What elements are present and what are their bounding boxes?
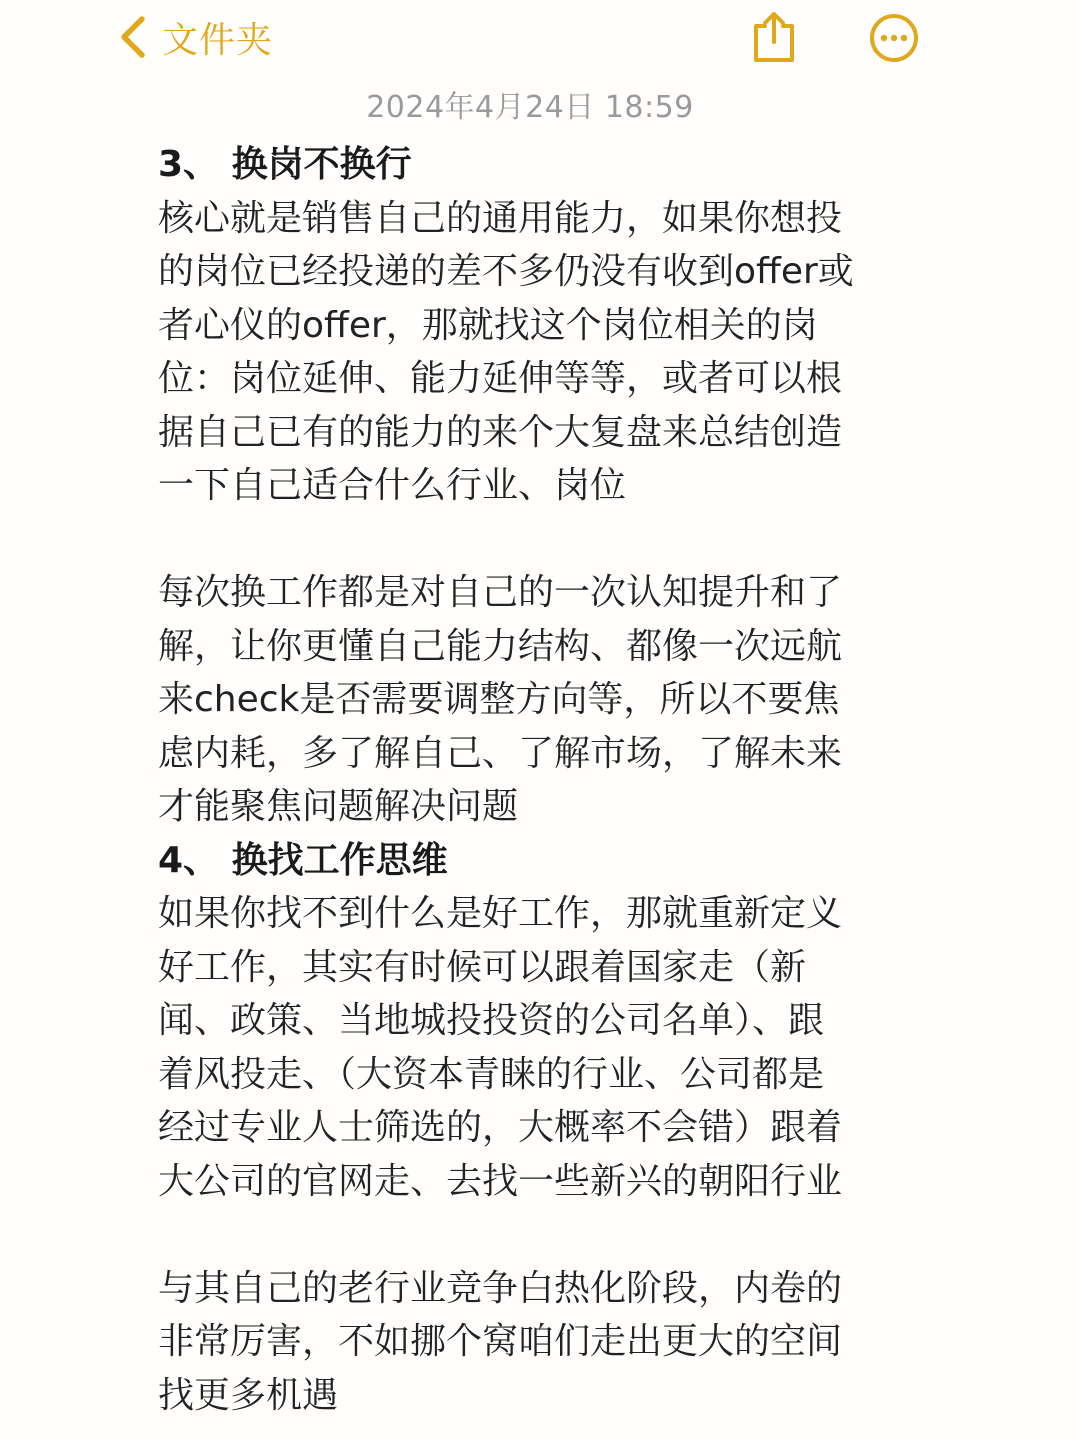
note-line: 一下自己适合什么行业、岗位 bbox=[158, 465, 627, 506]
navigation-bar bbox=[0, 0, 1080, 80]
note-line: 解，让你更懂自己能力结构、都像一次远航 bbox=[158, 625, 843, 667]
note-line: 与其自己的老行业竞争白热化阶段，内卷的 bbox=[158, 1267, 843, 1309]
more-icon bbox=[868, 12, 920, 64]
share-icon bbox=[748, 12, 798, 64]
note-line: 如果你找不到什么是好工作，那就重新定义 bbox=[158, 893, 843, 934]
back-label: 文件夹 bbox=[162, 19, 274, 61]
note-line: 核心就是销售自己的通用能力，如果你想投 bbox=[158, 197, 843, 239]
blank-line bbox=[158, 1208, 898, 1262]
note-line: 位：岗位延伸、能力延伸等等，或者可以根 bbox=[158, 358, 843, 399]
note-line: 闻、政策、当地城投投资的公司名单）、跟 bbox=[158, 1000, 825, 1041]
note-line: 的岗位已经投递的差不多仍没有收到offer或 bbox=[158, 251, 854, 292]
note-line: 者心仪的offer，那就找这个岗位相关的岗 bbox=[158, 304, 818, 346]
note-line: 来check是否需要调整方向等，所以不要焦 bbox=[158, 679, 840, 720]
note-line: 着风投走、（大资本青睐的行业、公司都是 bbox=[158, 1053, 825, 1095]
note-line: 据自己已有的能力的来个大复盘来总结创造 bbox=[158, 411, 843, 453]
section-heading: 4、 换找工作思维 bbox=[158, 839, 448, 881]
share-button[interactable] bbox=[748, 12, 798, 64]
more-button[interactable] bbox=[868, 12, 920, 64]
note-line: 好工作，其实有时候可以跟着国家走（新 bbox=[158, 946, 807, 988]
back-button[interactable] bbox=[118, 12, 273, 62]
section-heading: 3、 换岗不换行 bbox=[158, 144, 412, 185]
note-line: 才能聚焦问题解决问题 bbox=[158, 786, 519, 827]
note-line: 非常厉害，不如挪个窝咱们走出更大的空间 bbox=[158, 1321, 843, 1362]
chevron-left-icon bbox=[118, 15, 148, 59]
note-line: 虑内耗，多了解自己、了解市场，了解未来 bbox=[158, 732, 843, 774]
blank-line bbox=[158, 513, 898, 567]
note-body[interactable] bbox=[158, 138, 898, 1422]
note-line: 每次换工作都是对自己的一次认知提升和了 bbox=[158, 572, 843, 613]
note-line: 大公司的官网走、去找一些新兴的朝阳行业 bbox=[158, 1160, 843, 1202]
note-line: 找更多机遇 bbox=[158, 1374, 339, 1416]
note-date: 2024年4月24日 18:59 bbox=[366, 90, 694, 125]
note-line: 经过专业人士筛选的，大概率不会错）跟着 bbox=[158, 1107, 843, 1148]
